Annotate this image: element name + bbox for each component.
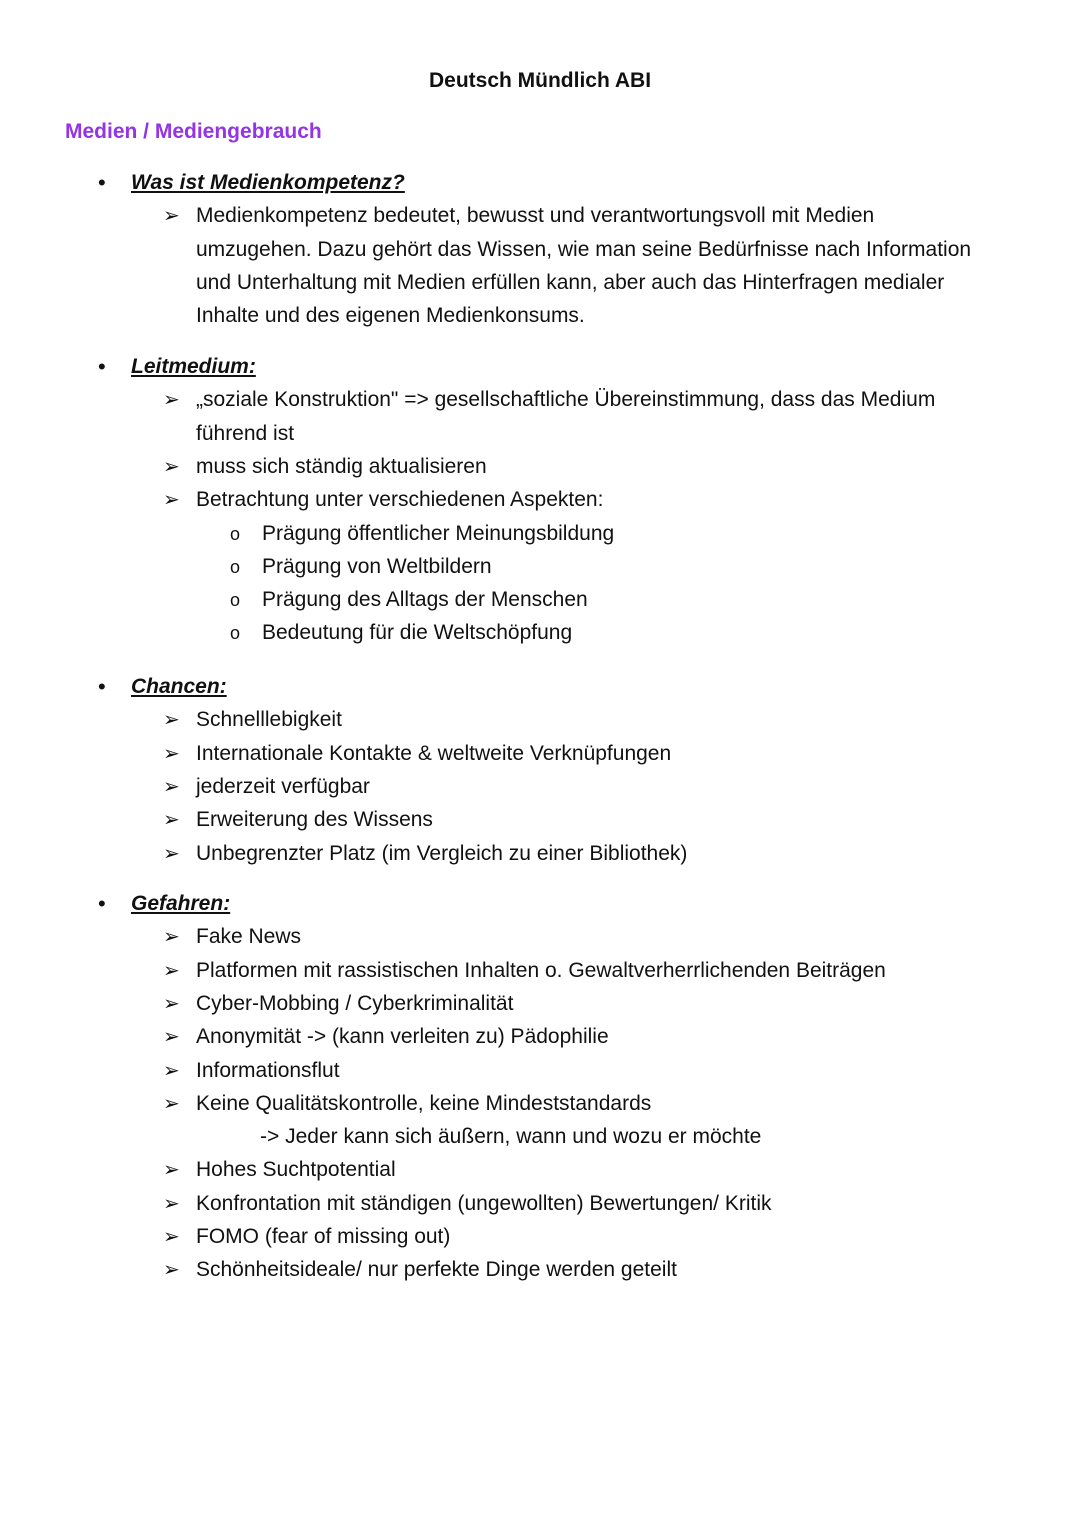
- bullet-icon: •: [98, 354, 106, 379]
- bullet-icon: •: [98, 170, 106, 195]
- list-item: Prägung öffentlicher Meinungsbildung: [262, 521, 615, 545]
- list-item: jederzeit verfügbar: [196, 774, 370, 798]
- list-item: Anonymität -> (kann verleiten zu) Pädophilie: [196, 1025, 609, 1049]
- arrow-bullet-icon: ➢: [163, 842, 180, 865]
- circle-bullet-icon: o: [230, 590, 241, 611]
- arrow-bullet-icon: ➢: [163, 926, 180, 949]
- arrow-bullet-icon: ➢: [163, 709, 180, 732]
- list-item: Unbegrenzter Platz (im Vergleich zu einer Bibliothek): [196, 841, 688, 865]
- list-item: Cyber-Mobbing / Cyberkriminalität: [196, 991, 514, 1015]
- list-item: Erweiterung des Wissens: [196, 808, 433, 832]
- bullet-icon: •: [98, 891, 106, 916]
- list-item: Schönheitsideale/ nur perfekte Dinge werden geteilt: [196, 1258, 677, 1282]
- list-item: „soziale Konstruktion" => gesellschaftliche Übereinstimmung, dass das Medium: [196, 388, 936, 412]
- list-item: Keine Qualitätskontrolle, keine Mindeststandards: [196, 1091, 652, 1115]
- arrow-bullet-icon: ➢: [163, 1259, 180, 1282]
- list-item: Fake News: [196, 925, 302, 949]
- arrow-bullet-icon: ➢: [163, 205, 180, 228]
- list-item: Bedeutung für die Weltschöpfung: [262, 621, 573, 645]
- section-label: Gefahren:: [131, 892, 231, 915]
- arrow-bullet-icon: ➢: [163, 1059, 180, 1082]
- list-item: Prägung von Weltbildern: [262, 554, 492, 578]
- circle-bullet-icon: o: [230, 556, 241, 577]
- list-item: Betrachtung unter verschiedenen Aspekten:: [196, 488, 604, 512]
- circle-bullet-icon: o: [230, 623, 241, 644]
- list-item: Medienkompetenz bedeutet, bewusst und verantwortungsvoll mit Medien: [196, 204, 875, 228]
- arrow-bullet-icon: ➢: [163, 1226, 180, 1248]
- list-item: Konfrontation mit ständigen (ungewollten) Bewertungen/ Kritik: [196, 1191, 772, 1215]
- arrow-bullet-icon: ➢: [163, 742, 180, 765]
- arrow-bullet-icon: ➢: [163, 1192, 180, 1215]
- arrow-bullet-icon: ➢: [163, 455, 180, 478]
- list-item: Hohes Suchtpotential: [196, 1158, 396, 1182]
- arrow-bullet-icon: ➢: [163, 959, 180, 982]
- arrow-bullet-icon: ➢: [163, 1159, 180, 1182]
- section-heading: Medien / Mediengebrauch: [65, 120, 322, 143]
- section-label: Leitmedium:: [131, 355, 256, 378]
- section-label: Was ist Medienkompetenz?: [131, 171, 405, 194]
- list-item: muss sich ständig aktualisieren: [196, 454, 487, 478]
- arrow-bullet-icon: ➢: [163, 775, 180, 798]
- arrow-bullet-icon: ➢: [163, 389, 180, 412]
- circle-bullet-icon: o: [230, 523, 241, 544]
- arrow-bullet-icon: ➢: [163, 992, 180, 1015]
- arrow-bullet-icon: ➢: [163, 1026, 180, 1049]
- list-item: führend ist: [196, 421, 295, 445]
- bullet-icon: •: [98, 674, 106, 699]
- list-item: Internationale Kontakte & weltweite Verknüpfungen: [196, 741, 672, 765]
- arrow-bullet-icon: ➢: [163, 1092, 180, 1115]
- document-title: Deutsch Mündlich ABI: [428, 69, 652, 92]
- section-label: Chancen:: [131, 675, 227, 698]
- arrow-bullet-icon: ➢: [163, 489, 180, 512]
- list-item: Inhalte und des eigenen Medienkonsums.: [196, 304, 585, 328]
- list-item: Prägung des Alltags der Menschen: [262, 588, 588, 612]
- list-item: umzugehen. Dazu gehört das Wissen, wie man seine Bedürfnisse nach Information: [196, 237, 972, 261]
- list-item: Schnelllebigkeit: [196, 708, 342, 732]
- list-item: Informationsflut: [196, 1058, 340, 1082]
- list-item: Platformen mit rassistischen Inhalten o. Gewaltverherrlichenden Beiträgen: [196, 958, 886, 982]
- list-item: -> Jeder kann sich äußern, wann und wozu er möchte: [260, 1125, 762, 1149]
- arrow-bullet-icon: ➢: [163, 809, 180, 832]
- list-item: FOMO (fear of missing out): [196, 1225, 451, 1248]
- list-item: und Unterhaltung mit Medien erfüllen kann, aber auch das Hinterfragen medialer: [196, 270, 945, 294]
